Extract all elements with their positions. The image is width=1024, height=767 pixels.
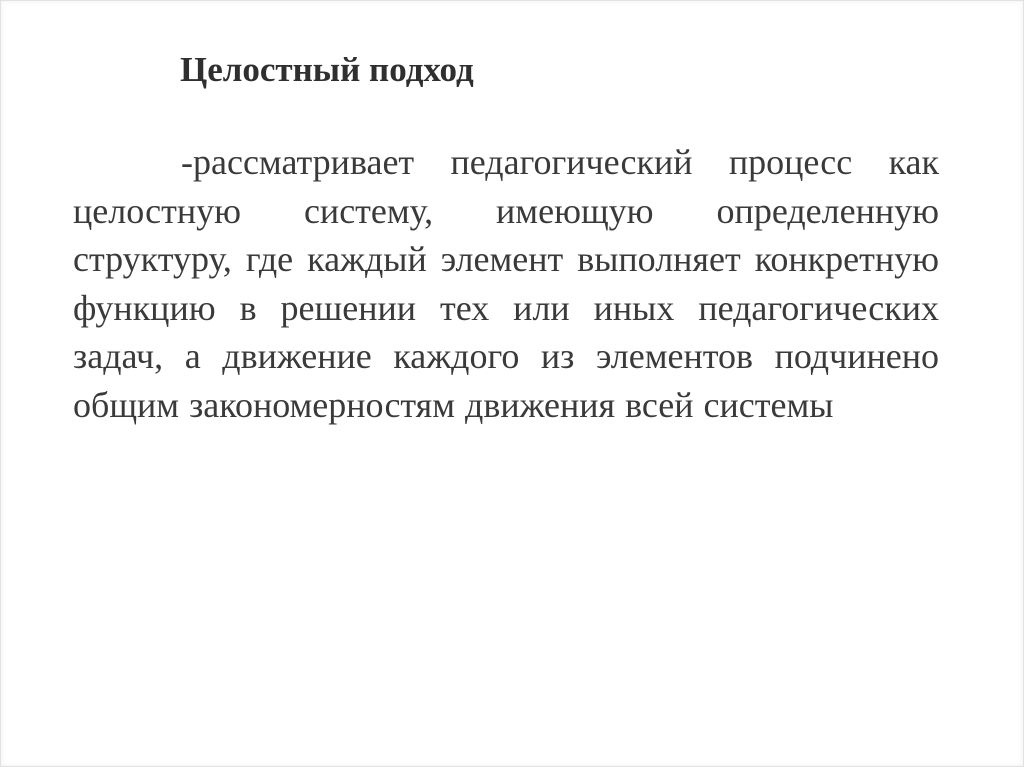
slide-title: Целостный подход	[180, 50, 474, 89]
slide-body-text: -рассматривает педагогический процесс как целостную систему, имеющую определенную структуру, где каждый элемент выполняет конкретную функцию в решении тех или иных педагогических задач, а движение каждого из элементов подчинено общим закономерностям движения всей системы	[73, 142, 939, 425]
